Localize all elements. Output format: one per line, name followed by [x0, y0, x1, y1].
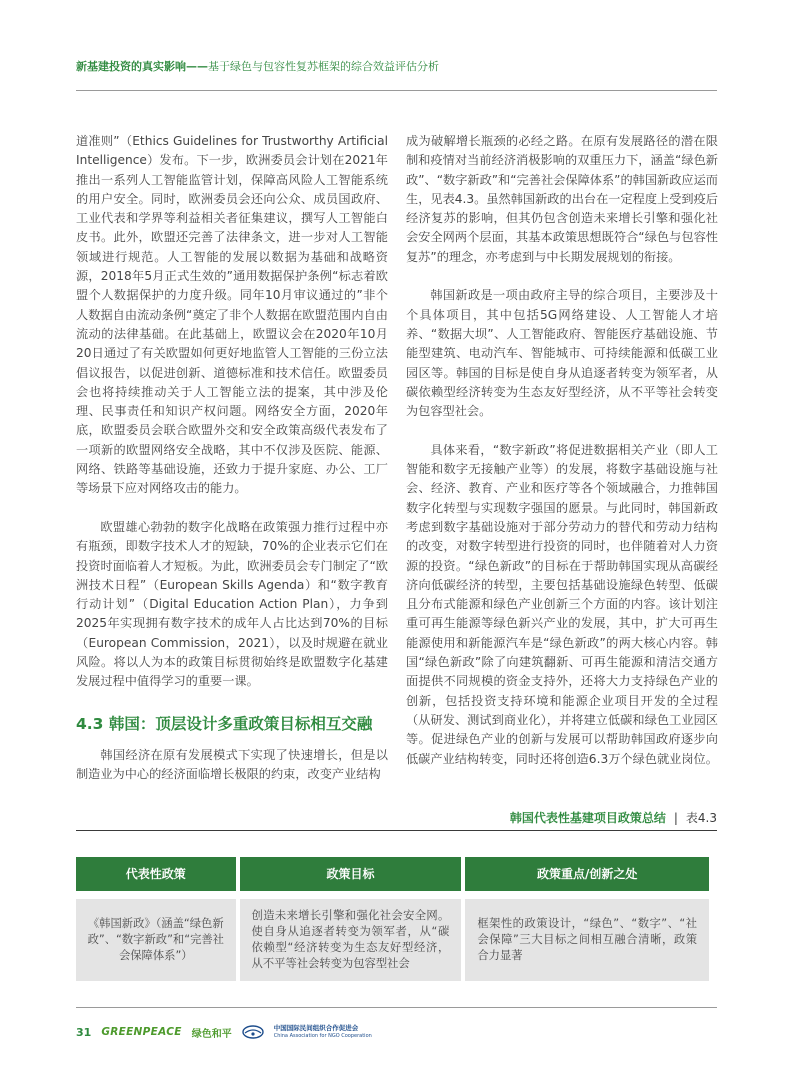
- running-header: [76, 58, 439, 74]
- left-paragraph-2: 欧盟雄心勃勃的数字化战略在政策强力推行过程中亦有瓶颈，即数字技术人才的短缺，70%的企业表示它们在投资时面临着人才短板。为此，欧洲委员会专门制定了“欧洲技术日程”（European Skills Agenda）和“数字教育行动计划”（Digital Education Action Plan），力争到2025年实现拥有数字技术的成年人占比达到70%的目标（European Commission，2021），以及时规避在就业风险。将以人为本的政策目标贯彻始终是欧盟数字化基建发展过程中值得学习的重要一课。: [76, 519, 388, 689]
- table-caption-title: 韩国代表性基建项目政策总结: [509, 811, 666, 825]
- header-divider: [76, 90, 717, 91]
- table-cell-focus: 框架性的政策设计，“绿色”、“数字”、“社会保障”三大目标之间相互融合清晰，政策合力显著: [465, 891, 709, 981]
- table-cell-goal: 创造未来增长引擎和强化社会安全网。使自身从追逐者转变为领军者，从“碳依赖型“经济转变为生态友好型经济，从不平等社会转变为包容型社会: [240, 891, 462, 981]
- table-caption-number: 表4.3: [685, 811, 717, 825]
- footer-divider: [76, 1007, 717, 1008]
- right-paragraph-2: 韩国新政是一项由政府主导的综合项目，主要涉及十个具体项目，其中包括5G网络建设、人工智能人才培养、“数据大坝”、人工智能政府、智能医疗基础设施、节能型建筑、电动汽车、智能城市、可持续能源和低碳工业园区等。韩国的目标是使自身从追逐者转变为领军者，从碳依赖型经济转变为生态友好型经济，从不平等社会转变为包容型社会。: [406, 288, 718, 419]
- greenpeace-logo: GREENPEACE: [101, 1026, 182, 1038]
- cango-logo-text: [274, 1024, 372, 1040]
- running-header-subtitle: 基于绿色与包容性复苏框架的综合效益评估分析: [208, 60, 439, 73]
- table-header-policy: 代表性政策: [76, 857, 236, 891]
- footer: [76, 1022, 372, 1042]
- section-heading: 4.3 韩国：顶层设计多重政策目标相互交融: [76, 714, 373, 733]
- table-cell-policy: 《韩国新政》（涵盖“绿色新政”、“数字新政”和“完善社会保障体系”）: [76, 891, 236, 981]
- policy-table: [72, 857, 713, 981]
- right-paragraph-3: 具体来看，“数字新政”将促进数据相关产业（即人工智能和数字无接触产业等）的发展，将数字基础设施与社会、经济、教育、产业和医疗等各个领域融合，力推韩国数字化转型与实现数字强国的愿景。与此同时，韩国新政考虑到数字基础设施对于部分劳动力的替代和劳动力结构的改变，对数字转型进行投资的同时，也伴随着对人力资源的投资。“绿色新政”的目标在于帮助韩国实现从高碳经济向低碳经济的转型，主要包括基础设施绿色转型、低碳且分布式能源和绿色产业创新三个方面的内容。该计划注重可再生能源等绿色新兴产业的发展，其中，扩大可再生能源使用和新能源汽车是“绿色新政”的两大核心内容。韩国“绿色新政”除了向建筑翻新、可再生能源和清洁交通方面提供不同规模的资金支持外，还将大力支持绿色产业的创新，包括投资支持环境和能源企业项目开发的全过程（从研发、测试到商业化），并将建立低碳和绿色工业园区等。促进绿色产业的创新与发展可以帮助韩国政府逐步向低碳产业结构转变，同时还将创造6.3万个绿色就业岗位。: [406, 442, 718, 766]
- table-row: [76, 891, 709, 981]
- greenpeace-cn-logo: 绿色和平: [191, 1028, 232, 1040]
- table-header-row: [76, 857, 709, 891]
- table-header-goal: 政策目标: [240, 857, 462, 891]
- table-header-focus: 政策重点/创新之处: [465, 857, 709, 891]
- cango-name-en: China Association for NGO Cooperation: [273, 1033, 372, 1039]
- right-paragraph-1: 成为破解增长瓶颈的必经之路。在原有发展路径的潜在限制和疫情对当前经济消极影响的双重压力下，涵盖“绿色新政”、“数字新政”和“完善社会保障体系”的韩国新政应运而生，见表4.3。虽然韩国新政的出台在一定程度上受到疫后经济复苏的影响，但其仍包含创造未来增长引擎和强化社会安全网两个层面，其基本政策思想既符合“绿色与包容性复苏”的理念，亦考虑到与中长期发展规划的衔接。: [406, 134, 718, 264]
- left-column: [76, 132, 388, 784]
- left-paragraph-1: 道准则”（Ethics Guidelines for Trustworthy Artificial Intelligence）发布。下一步，欧洲委员会计划在2021年推出一系列人工智能监管计划，保障高风险人工智能系统的用户安全。同时，欧洲委员会还向公众、成员国政府、工业代表和学界等利益相关者征集建议，撰写人工智能白皮书。此外，欧盟还完善了法律条文，进一步对人工智能领域进行规范。人工智能的发展以数据为基础和战略资源，2018年5月正式生效的”通用数据保护条例“标志着欧盟个人数据保护的力度升级。同年10月审议通过的”非个人数据自由流动条例“奠定了非个人数据在欧盟范围内自由流动的法律基础。在此基础上，欧盟议会在2020年10月20日通过了有关欧盟如何更好地监管人工智能的三份立法倡议报告，以促进创新、道德标准和技术信任。欧盟委员会也将持续推动关于人工智能立法的提案，其中涉及伦理、民事责任和知识产权问题。网络安全方面，2020年底，欧盟委员会联合欧盟外交和安全政策高级代表发布了一项新的欧盟网络安全战略，其中不仅涉及医院、能源、网络、铁路等基础设施，还致力于提升家庭、办公、工厂等场景下应对网络攻击的能力。: [76, 134, 388, 496]
- left-paragraph-3: 韩国经济在原有发展模式下实现了快速增长，但是以制造业为中心的经济面临增长极限的约束，改变产业结构: [76, 747, 388, 781]
- table-caption-separator: |: [673, 811, 678, 825]
- cango-name-cn: 中国国际民间组织合作促进会: [273, 1024, 359, 1032]
- page-number: 31: [76, 1025, 92, 1039]
- running-header-bold: 新基建投资的真实影响——: [76, 60, 208, 73]
- table-caption: [76, 806, 717, 831]
- right-column: [406, 132, 718, 769]
- cango-logo-icon: [242, 1025, 264, 1039]
